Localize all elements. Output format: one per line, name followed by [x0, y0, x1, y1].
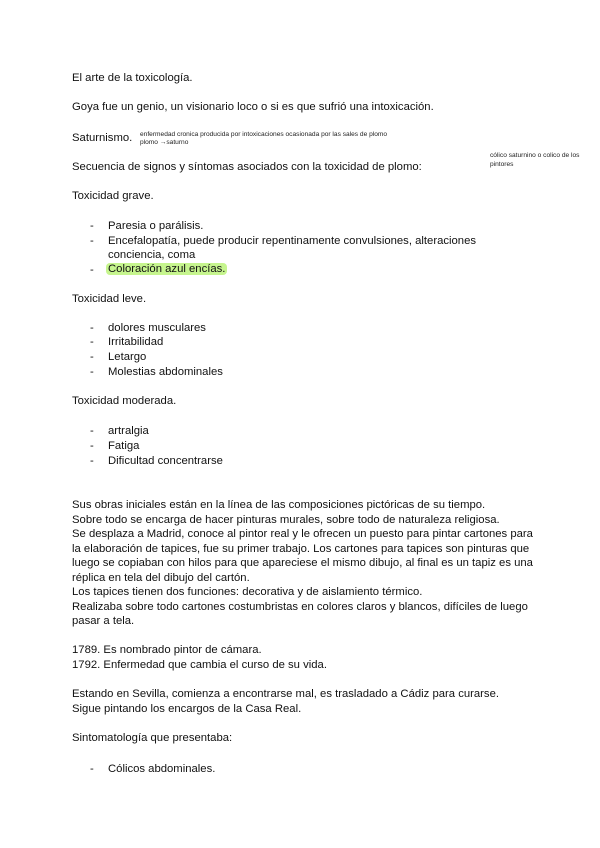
bullet-dash: -	[90, 455, 94, 467]
body-line: Sus obras iniciales están en la línea de las composiciones pictóricas de su tiempo.	[72, 499, 486, 511]
leve-item-4: Molestias abdominales	[108, 366, 223, 378]
bullet-dash: -	[90, 440, 94, 452]
body-line: la elaboración de tapices, fue su primer trabajo. Los cartones para tapices son pinturas que	[72, 543, 530, 555]
sevilla-line: Sigue pintando los encargos de la Casa Real.	[72, 703, 302, 715]
intro-paragraph: Goya fue un genio, un visionario loco o si es que sufrió una intoxicación.	[72, 101, 434, 113]
grave-item-highlighted	[108, 262, 227, 277]
bullet-dash: -	[90, 366, 94, 378]
leve-item-1: dolores musculares	[108, 322, 206, 334]
bullet-dash: -	[90, 425, 94, 437]
sevilla-line: Estando en Sevilla, comienza a encontrarse mal, es trasladado a Cádiz para curarse.	[72, 688, 499, 700]
sintomatologia-item-1: Cólicos abdominales.	[108, 763, 216, 775]
bullet-dash: -	[90, 763, 94, 775]
moderada-heading: Toxicidad moderada.	[72, 395, 177, 407]
bullet-dash: -	[90, 220, 94, 232]
body-line: Se desplaza a Madrid, conoce al pintor real y le ofrecen un puesto para pintar cartones para	[72, 528, 533, 540]
date-line: 1789. Es nombrado pintor de cámara.	[72, 644, 262, 656]
grave-item-2-continuation: conciencia, coma	[108, 249, 196, 261]
side-note-line1: cólico saturnino o colico de los	[490, 152, 580, 159]
date-line: 1792. Enfermedad que cambia el curso de su vida.	[72, 659, 327, 671]
body-line: pasar a tela.	[72, 615, 135, 627]
moderada-item-3: Dificultad concentrarse	[108, 455, 223, 467]
saturnismo-label: Saturnismo.	[72, 132, 133, 144]
body-line: réplica en tela del dibujo del cartón.	[72, 572, 250, 584]
moderada-item-2: Fatiga	[108, 440, 140, 452]
side-note-line2: pintores	[490, 161, 514, 168]
body-line: Realizaba sobre todo cartones costumbristas en colores claros y blancos, difíciles de luego	[72, 601, 528, 613]
leve-item-3: Letargo	[108, 351, 147, 363]
body-line: luego se copiaban con hilos para que apareciese el mismo dibujo, al final es un tapiz es una	[72, 557, 533, 569]
sequence-heading: Secuencia de signos y síntomas asociados con la toxicidad de plomo:	[72, 161, 422, 173]
bullet-dash: -	[90, 264, 94, 276]
document-title: El arte de la toxicología.	[72, 72, 193, 84]
body-line: Los tapices tienen dos funciones: decorativa y de aislamiento térmico.	[72, 586, 423, 598]
saturnismo-note-line1: enfermedad cronica producida por intoxicaciones ocasionada por las sales de plomo	[140, 131, 388, 138]
highlight-mark: Coloración azul encías.	[108, 263, 226, 275]
saturnismo-note-line2: plomo →saturno	[140, 139, 189, 146]
body-line: Sobre todo se encarga de hacer pinturas murales, sobre todo de naturaleza religiosa.	[72, 514, 500, 526]
bullet-dash: -	[90, 235, 94, 247]
moderada-item-1: artralgia	[108, 425, 149, 437]
grave-item-2: Encefalopatía, puede producir repentinamente convulsiones, alteraciones	[108, 235, 477, 247]
bullet-dash: -	[90, 336, 94, 348]
leve-item-2: Irritabilidad	[108, 336, 164, 348]
sintomatologia-heading: Sintomatología que presentaba:	[72, 732, 233, 744]
bullet-dash: -	[90, 351, 94, 363]
bullet-dash: -	[90, 322, 94, 334]
grave-heading: Toxicidad grave.	[72, 190, 154, 202]
leve-heading: Toxicidad leve.	[72, 293, 147, 305]
grave-item-1: Paresia o parálisis.	[108, 220, 204, 232]
